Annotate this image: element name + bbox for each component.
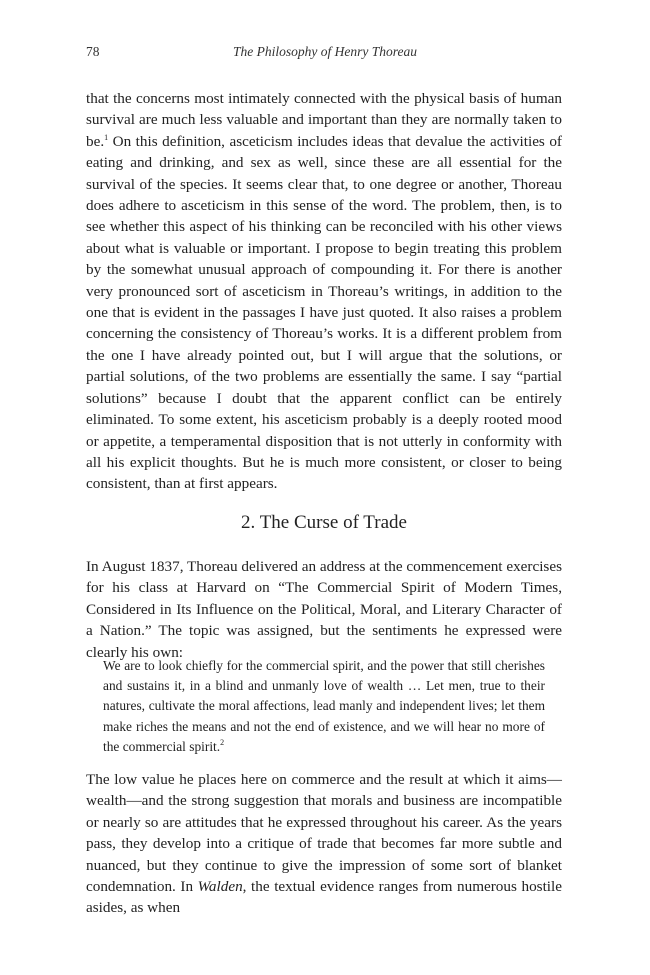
section-heading: 2. The Curse of Trade: [241, 512, 407, 533]
paragraph-text: In August 1837, Thoreau delivered an address at the commencement exercises for his class at Harvard on “The Commercial Spirit of Modern Times, Considered in Its Influence on the Political, Moral, and Literary Character of a Nation.” The topic was assigned, but the sentiments he expressed were clearly his own:: [86, 558, 562, 661]
footnote-reference[interactable]: 2: [220, 737, 225, 747]
footnote-reference[interactable]: 1: [104, 132, 109, 142]
paragraph-commencement-address: [86, 556, 562, 663]
book-title-walden: Walden: [197, 878, 243, 896]
paragraph-text-part: , the textual evidence ranges from numerous hostile asides, as when: [86, 878, 562, 917]
running-head: [86, 44, 564, 64]
paragraph-text: [86, 769, 562, 919]
paragraph-text-part: The low value he places here on commerce and the result at which it aims—wealth—and the strong suggestion that morals and business are incompatible or nearly so are attitudes that he expressed throughout his career. As the years pass, they develop into a critique of trade that becomes far more subtle and nuanced, but they continue to give the impression of some sort of blanket condemnation. In: [86, 771, 562, 896]
block-quotation: [103, 656, 545, 757]
running-title: The Philosophy of Henry Thoreau: [233, 44, 417, 59]
paragraph-text: [86, 88, 562, 495]
quotation-text: We are to look chiefly for the commercial spirit, and the power that still cherishes and sustains it, in a blind and unmanly love of wealth … Let men, true to their natures, cultivate the moral affections, lead manly and independent lives; let them make riches the means and not the end of existence, and we will hear no more of the commercial spirit.: [103, 658, 545, 754]
paragraph-low-value-commerce: [86, 769, 562, 919]
paragraph-text-part: On this definition, asceticism includes ideas that devalue the activities of eating and drinking, and sex as well, since these are all essential for the survival of the species. It seems clear that, to one degree or another, Thoreau does adhere to asceticism in this sense of the word. The problem, then, is to see whether this aspect of his thinking can be reconciled with his other views about what is valuable or important. I propose to begin treating this problem by the somewhat unusual approach of compounding it. For there is another very pronounced sort of asceticism in Thoreau’s writings, in addition to the one that is evident in the passages I have just quoted. It also raises a problem concerning the consistency of Thoreau’s works. It is a different problem from the one I have already pointed out, but I will argue that the solutions, or partial solutions, of the two problems are essentially the same. I say “partial solutions” because I doubt that the apparent conflict can be entirely eliminated. To some extent, his asceticism probably is a deeply rooted mood or appetite, a temperamental disposition that is not utterly in conformity with all his explicit thoughts. But he is much more consistent, or closer to being consistent, than at first appears.: [86, 132, 562, 493]
paragraph-asceticism: [86, 88, 562, 495]
page-number: 78: [86, 44, 100, 59]
paragraph-text-part: that the concerns most intimately connected with the physical basis of human survival are much less valuable and important than they are normally taken to be.: [86, 90, 562, 150]
